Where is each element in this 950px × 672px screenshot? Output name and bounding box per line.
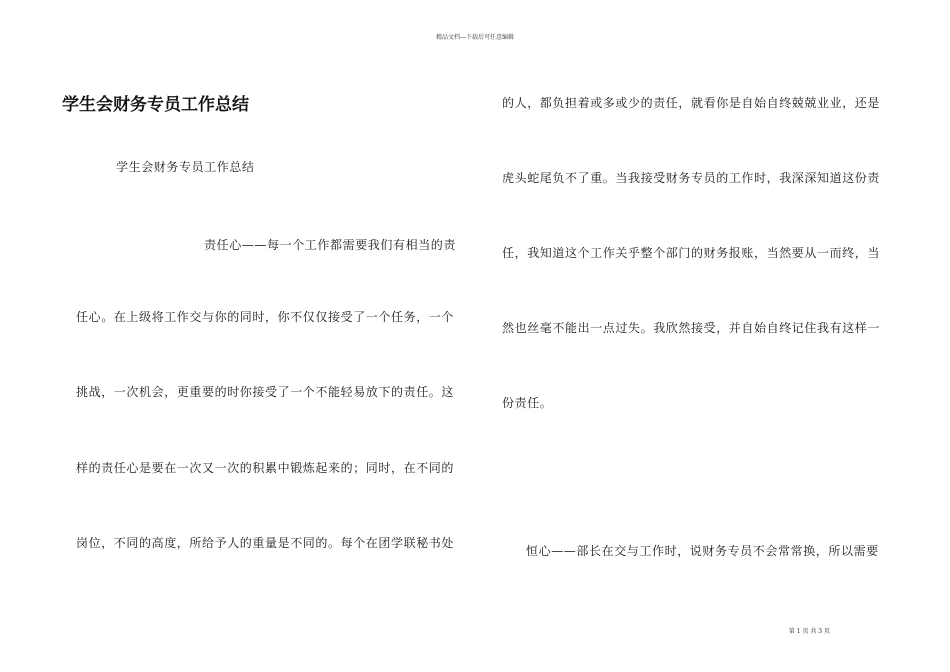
right-line: 然也丝毫不能出一点过失。我欣然接受，并自始自终记住我有这样一 xyxy=(502,321,881,335)
right-line: 虎头蛇尾负不了重。当我接受财务专员的工作时，我深深知道这份责 xyxy=(502,171,881,185)
document-title: 学生会财务专员工作总结 xyxy=(62,95,249,115)
left-line-subtitle: 学生会财务专员工作总结 xyxy=(116,160,255,174)
left-line: 岗位，不同的高度，所给予人的重量是不同的。每个在团学联秘书处 xyxy=(76,536,455,550)
page-header-note: 精品文档---下载后可任意编辑 xyxy=(435,34,515,41)
left-line: 样的责任心是要在一次又一次的积累中锻炼起来的；同时，在不同的 xyxy=(76,461,455,475)
right-line: 份责任。 xyxy=(502,396,553,410)
right-line: 任，我知道这个工作关乎整个部门的财务报账，当然要从一而终，当 xyxy=(502,246,881,260)
left-line: 任心。在上级将工作交与你的同时，你不仅仅接受了一个任务，一个 xyxy=(76,310,455,324)
right-line: 的人，都负担着或多或少的责任，就看你是自始自终兢兢业业，还是 xyxy=(502,96,881,110)
left-line-paragraph-start: 责任心——每一个工作都需要我们有相当的责 xyxy=(204,238,457,252)
left-line: 挑战，一次机会，更重要的时你接受了一个不能轻易放下的责任。这 xyxy=(76,385,455,399)
page-number: 第 1 页 共 3 页 xyxy=(788,628,830,635)
right-line-paragraph-start: 恒心——部长在交与工作时，说财务专员不会常常换，所以需要 xyxy=(526,544,879,558)
